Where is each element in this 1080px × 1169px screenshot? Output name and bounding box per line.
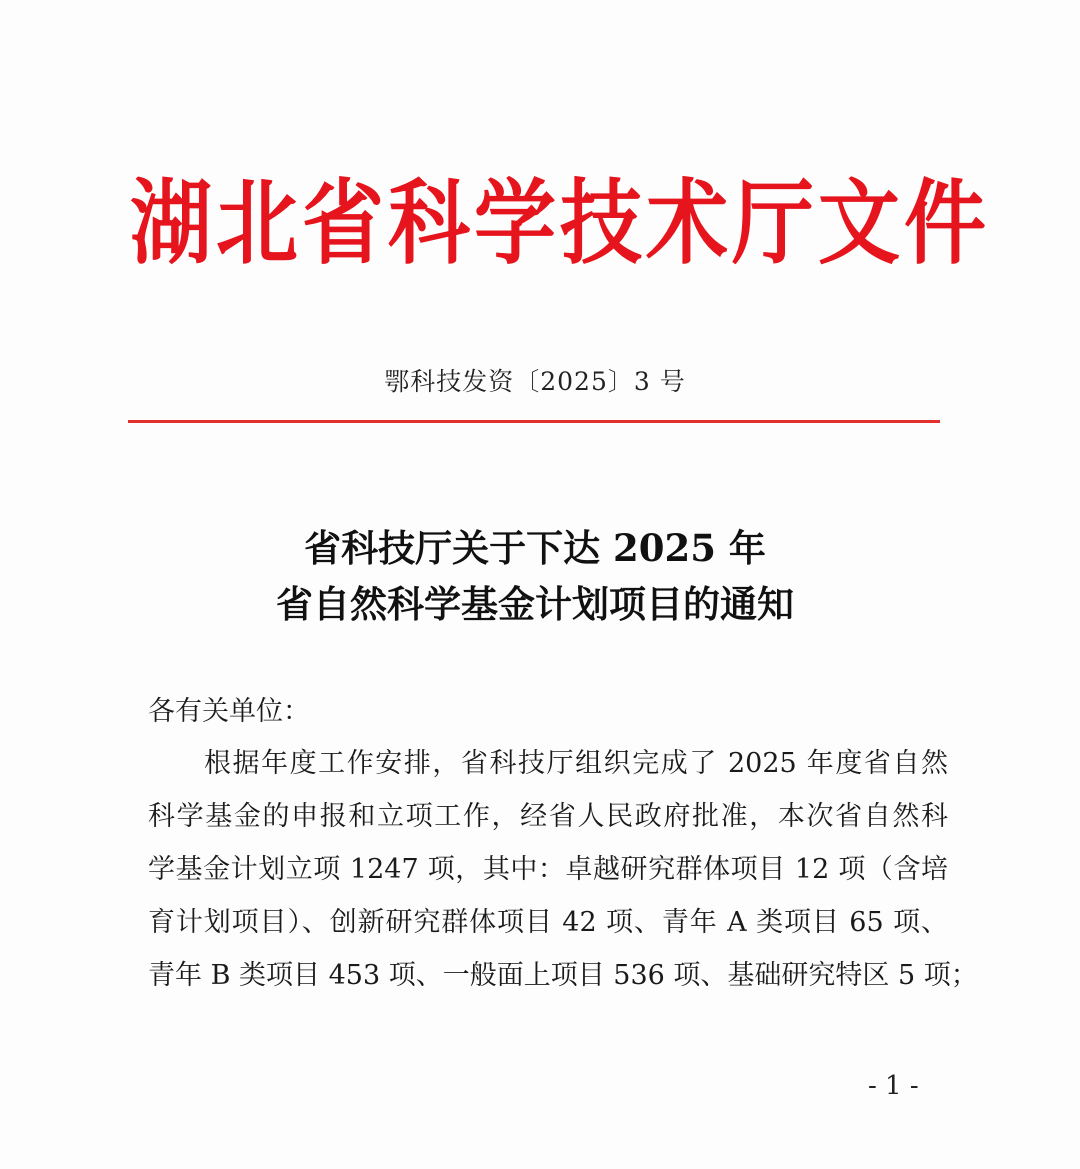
salutation: 各有关单位：	[148, 696, 310, 727]
red-divider-line	[128, 420, 940, 423]
body-paragraph	[148, 744, 978, 1009]
notice-title-line: 省自然科学基金计划项目的通知	[276, 582, 794, 626]
body-line: 育计划项目）、创新研究群体项目 42 项、青年 A 类项目 65 项、	[148, 907, 948, 938]
notice-title	[130, 520, 940, 632]
header-title: 湖北省科学技术厅文件	[130, 171, 991, 278]
document-number: 鄂科技发资〔2025〕3 号	[384, 367, 686, 396]
body-line: 学基金计划立项 1247 项，其中：卓越研究群体项目 12 项（含培	[148, 854, 948, 885]
body-line: 青年 B 类项目 453 项、一般面上项目 536 项、基础研究特区 5 项；	[148, 960, 978, 991]
body-line: 科学基金的申报和立项工作，经省人民政府批准，本次省自然科	[148, 801, 948, 832]
notice-title-line: 省科技厅关于下达 2025 年	[304, 526, 766, 570]
body-line: 根据年度工作安排，省科技厅组织完成了 2025 年度省自然	[204, 748, 948, 779]
page-number: - 1 -	[868, 1071, 919, 1101]
